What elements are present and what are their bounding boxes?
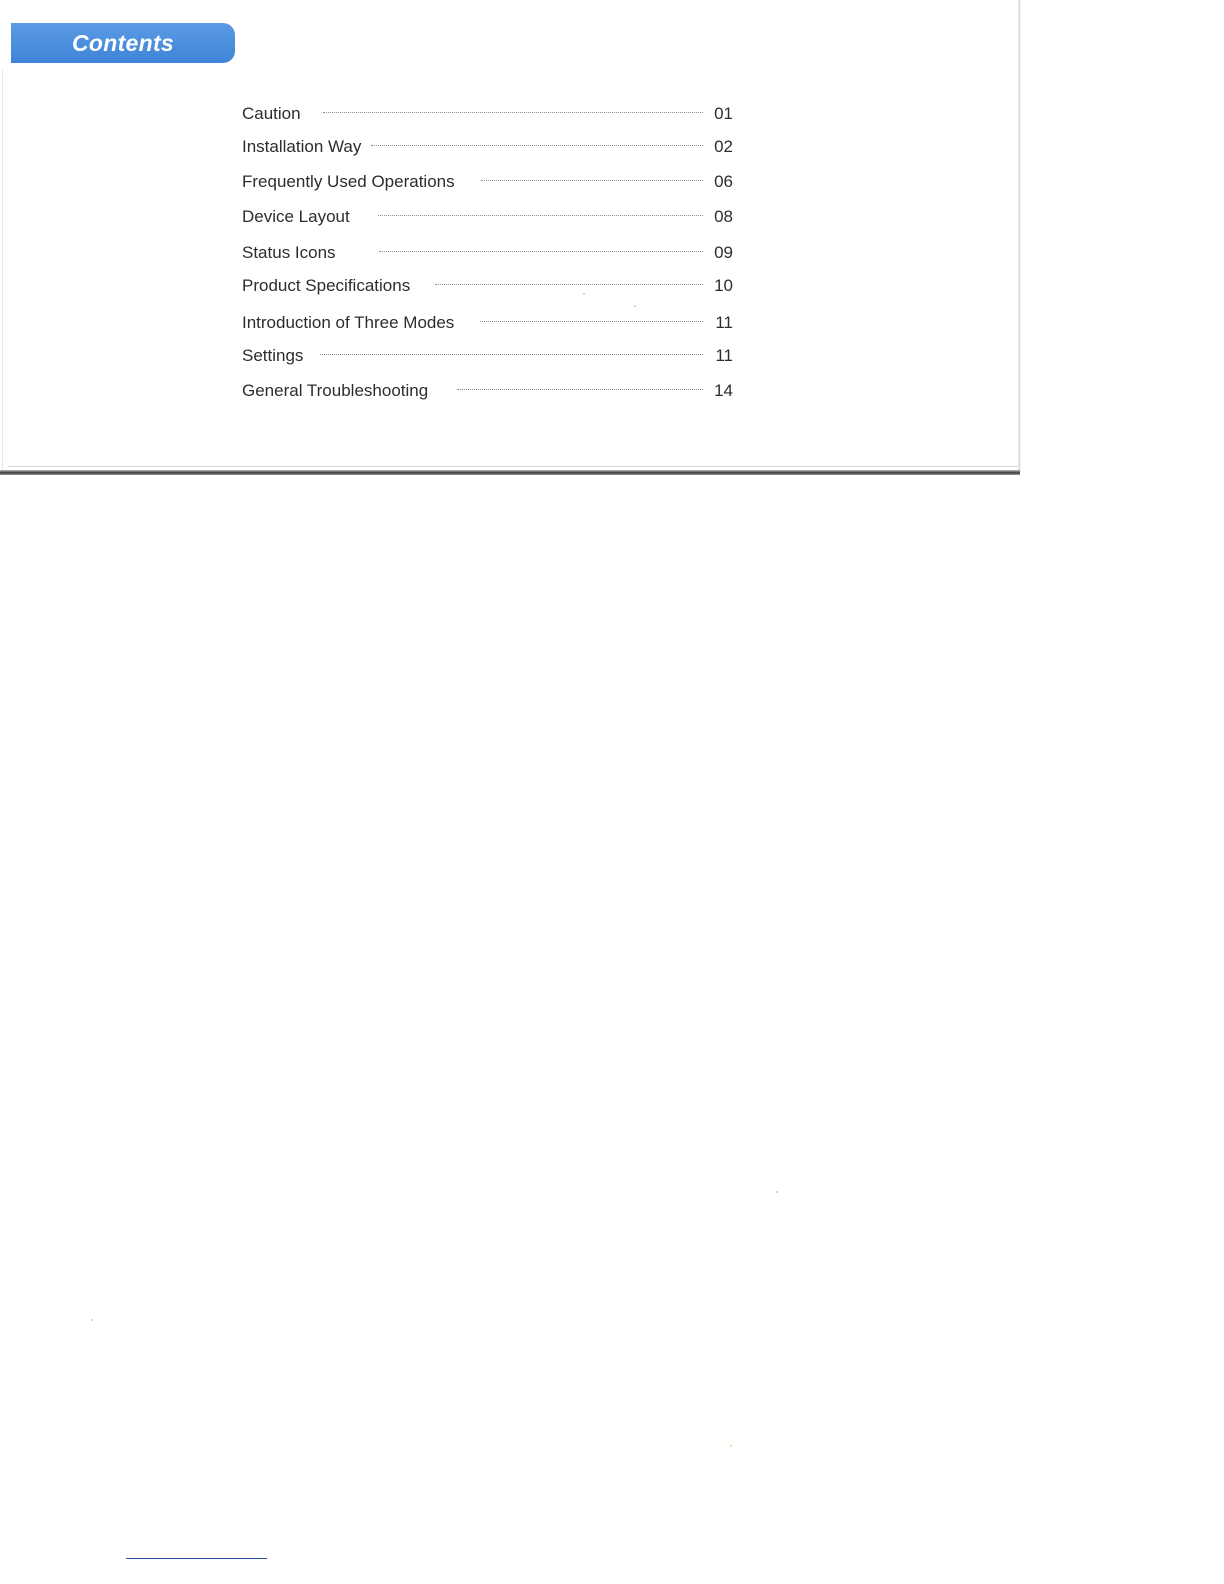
scanned-page — [0, 0, 1020, 472]
toc-dot-leader — [323, 112, 703, 113]
toc-page-number: 08 — [714, 207, 733, 226]
toc-page-number: 11 — [715, 346, 733, 365]
toc-entry-caution[interactable] — [242, 101, 733, 127]
toc-entry-general-troubleshooting[interactable] — [242, 378, 733, 404]
page-inner-bottom-line — [8, 466, 1018, 467]
toc-page-number: 06 — [714, 172, 733, 191]
scan-speck — [730, 1445, 732, 1447]
toc-entry-settings[interactable] — [242, 343, 733, 369]
toc-entry-introduction-of-three-modes[interactable] — [242, 310, 733, 336]
toc-entry-label: Introduction of Three Modes — [242, 313, 455, 332]
contents-banner — [11, 23, 235, 63]
page-left-edge — [2, 70, 3, 472]
page-bottom-edge-shadow — [0, 470, 1020, 475]
toc-page-number: 14 — [714, 381, 733, 400]
toc-entry-label: Status Icons — [242, 243, 336, 262]
toc-dot-leader — [371, 145, 703, 146]
toc-entry-device-layout[interactable] — [242, 204, 733, 230]
toc-dot-leader — [480, 321, 703, 322]
toc-entry-installation-way[interactable] — [242, 134, 733, 160]
toc-entry-label: Product Specifications — [242, 276, 411, 295]
toc-dot-leader — [457, 389, 703, 390]
toc-entry-label: Device Layout — [242, 207, 350, 226]
toc-entry-label: Installation Way — [242, 137, 362, 156]
toc-dot-leader — [379, 251, 703, 252]
scan-speck — [583, 293, 585, 295]
toc-entry-product-specifications[interactable] — [242, 273, 733, 299]
toc-entry-frequently-used-operations[interactable] — [242, 169, 733, 195]
page-title: Contents — [71, 29, 175, 56]
toc-page-number: 01 — [714, 104, 733, 123]
toc-dot-leader — [320, 354, 703, 355]
toc-page-number: 02 — [714, 137, 733, 156]
toc-entry-label: Frequently Used Operations — [242, 172, 455, 191]
scan-speck — [91, 1319, 93, 1321]
scan-speck — [776, 1191, 778, 1193]
toc-dot-leader — [378, 215, 703, 216]
footer-rule — [126, 1558, 267, 1559]
toc-entry-label: Caution — [242, 104, 301, 123]
scan-speck — [634, 305, 636, 307]
toc-page-number: 11 — [715, 313, 733, 332]
toc-dot-leader — [435, 284, 703, 285]
toc-entry-label: Settings — [242, 346, 304, 365]
toc-page-number: 10 — [714, 276, 733, 295]
toc-page-number: 09 — [714, 243, 733, 262]
toc-entry-status-icons[interactable] — [242, 240, 733, 266]
toc-dot-leader — [481, 180, 703, 181]
toc-entry-label: General Troubleshooting — [242, 381, 429, 400]
